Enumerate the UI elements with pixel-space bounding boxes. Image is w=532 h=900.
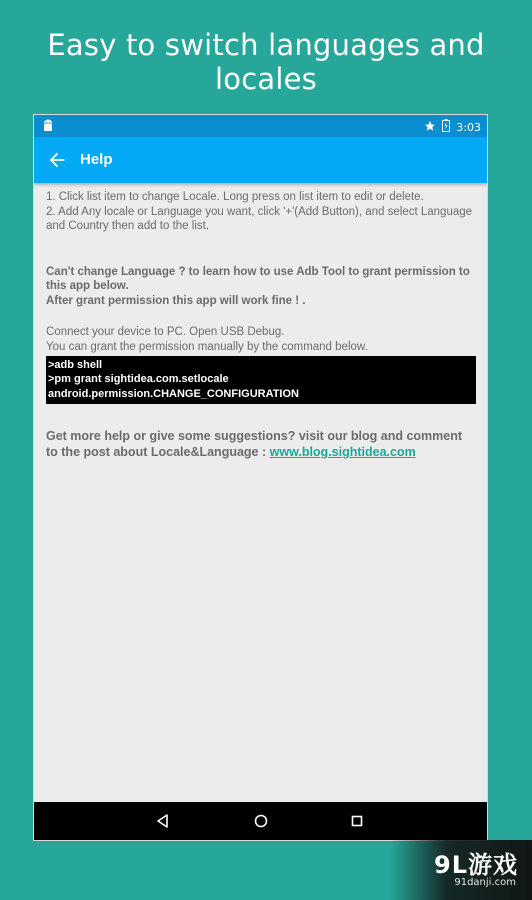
connect-text: Connect your device to PC. Open USB Debug.: [46, 326, 285, 338]
status-bar: [34, 115, 487, 137]
blog-link[interactable]: www.blog.sightidea.com: [269, 444, 416, 459]
android-icon: [42, 119, 54, 135]
recents-square-icon[interactable]: [349, 813, 365, 829]
cant-change-text: Can't change Language ? to learn how to use Adb Tool to grant permission to this app below.: [46, 265, 470, 292]
watermark-url: 91danji.com: [454, 877, 516, 888]
more-help-label: Get more help or give some suggestions? visit our blog and comment to the post about Locale&Language :: [46, 428, 463, 459]
battery-icon: [442, 119, 450, 135]
arrow-back-icon[interactable]: [46, 149, 68, 171]
back-triangle-icon[interactable]: [155, 813, 171, 829]
app-bar: [34, 137, 487, 183]
status-time: 3:03: [456, 120, 481, 134]
watermark-brand: 9L游戏: [434, 851, 518, 879]
nav-bar: [34, 802, 487, 840]
command-line: android.permission.CHANGE_CONFIGURATION: [48, 387, 299, 400]
help-step-1: 1. Click list item to change Locale. Long press on list item to edit or delete.: [46, 191, 424, 203]
device-screen: [33, 114, 488, 841]
help-step-2: 2. Add Any locale or Language you want, click '+'(Add Button), and select Language and Country then add to the list.: [46, 205, 473, 232]
help-content: [46, 190, 476, 460]
more-help-text: [46, 428, 476, 460]
page-title: Help: [80, 151, 113, 168]
grant-manual-text: You can grant the permission manually by the command below.: [46, 340, 368, 353]
command-line: >adb shell: [48, 359, 103, 371]
command-box: [46, 356, 476, 404]
command-line: >pm grant sightidea.com.setlocale: [48, 373, 229, 386]
home-circle-icon[interactable]: [253, 813, 269, 829]
headline: Easy to switch languages and locales: [47, 28, 485, 96]
watermark-logo: [390, 840, 532, 900]
star-icon: [424, 120, 436, 135]
after-grant-text: After grant permission this app will work fine ! .: [46, 294, 306, 307]
